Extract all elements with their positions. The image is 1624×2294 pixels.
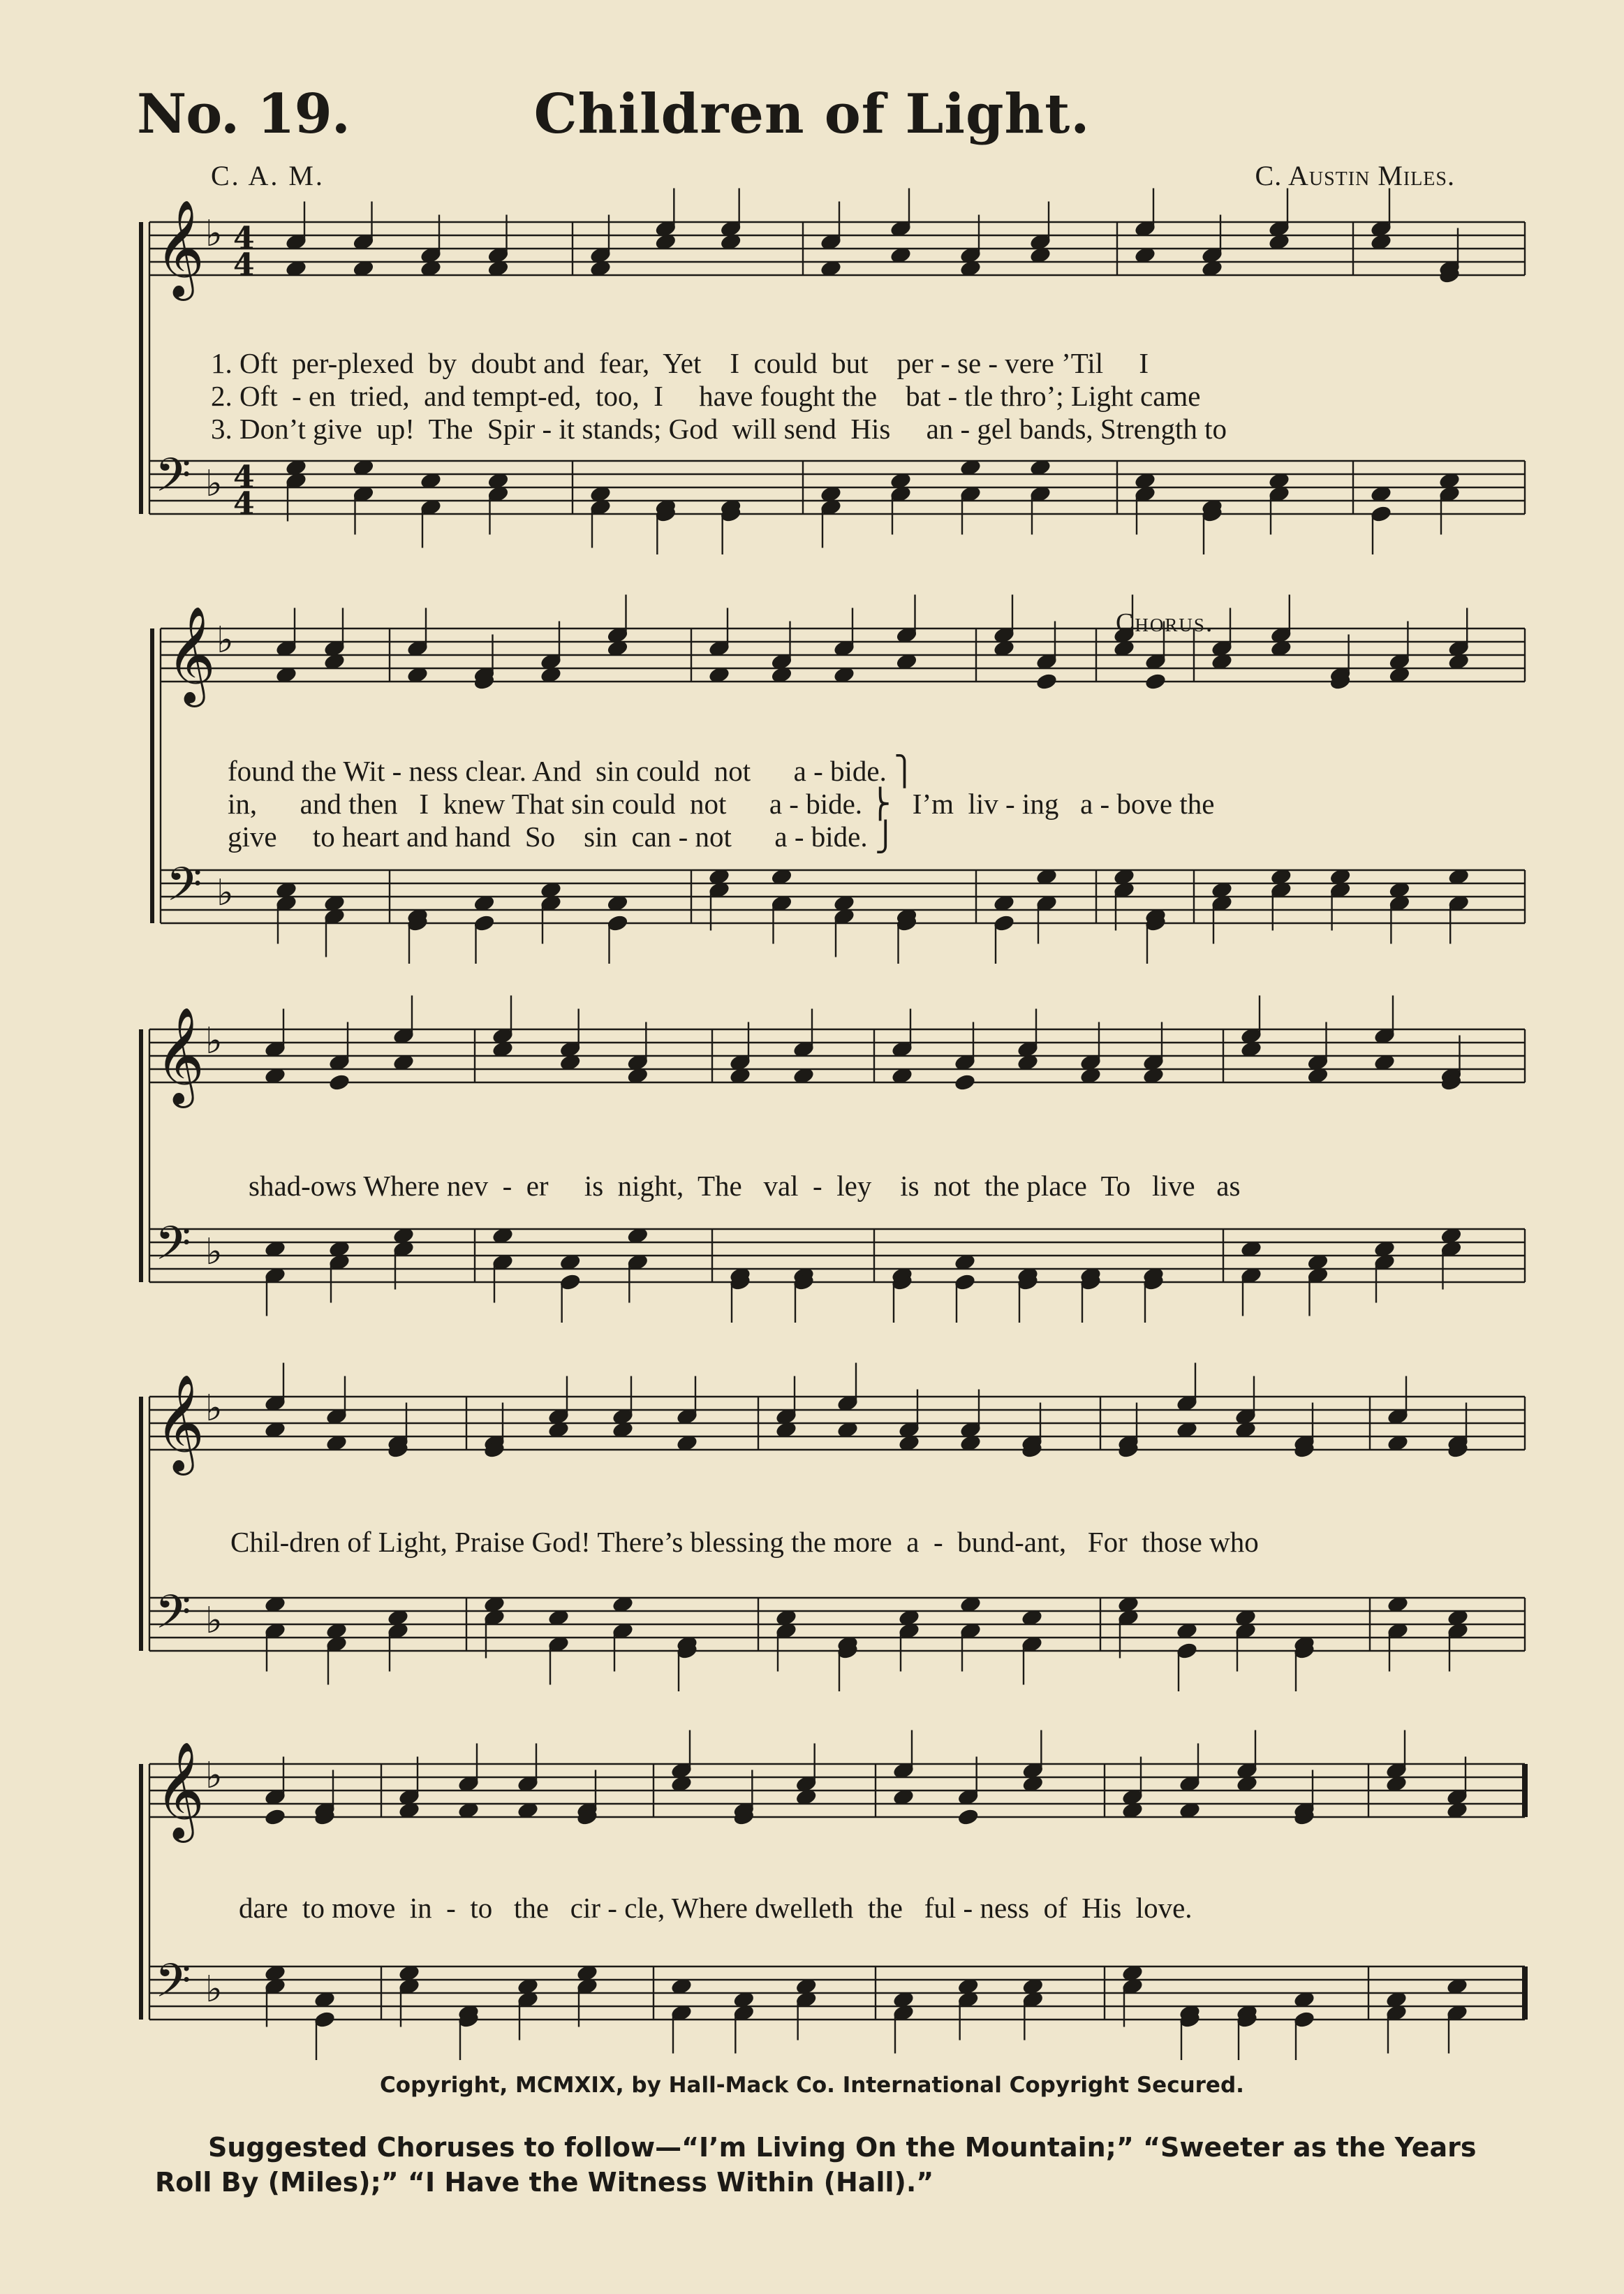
svg-text:♭: ♭ (216, 872, 234, 914)
svg-text:𝄢: 𝄢 (155, 1954, 191, 2019)
svg-text:𝄢: 𝄢 (155, 1585, 191, 1650)
hymn-number: No. 19. (137, 82, 350, 146)
svg-text:4: 4 (233, 486, 255, 522)
svg-text:𝄞: 𝄞 (155, 1742, 205, 1839)
svg-text:♭: ♭ (205, 213, 223, 255)
copyright-notice: Copyright, MCMXIX, by Hall-Mack Co. International Copyright Secured. (380, 2073, 1244, 2098)
lyric-line-s1-v3: 3. Don’t give up! The Spir - it stands; God will send His an - gel bands, Strength to (211, 413, 1227, 445)
svg-text:4: 4 (233, 221, 255, 256)
lyric-line-s4: Chil-dren of Light, Praise God! There’s blessing the more a - bund-ant, For those who (230, 1526, 1259, 1558)
svg-text:♭: ♭ (205, 1231, 223, 1273)
lyric-line-s1-v2: 2. Oft - en tried, and tempt-ed, too, I have fought the bat - tle thro’; Light came (211, 380, 1201, 412)
hymn-title: Children of Light. (533, 82, 1091, 146)
svg-text:♭: ♭ (205, 1020, 223, 1062)
suggested-choruses-text: Suggested Choruses to follow—“I’m Living On the Mountain;” “Sweeter as the Years Roll By (Miles);” “I Have the Witness Within (Hall).” (155, 2132, 1477, 2198)
svg-text:𝄢: 𝄢 (155, 1216, 191, 1281)
lyric-line-s2-v3: give to heart and hand So sin can - not a - bide. ⎭ (228, 821, 896, 853)
lyric-line-s5: dare to move in - to the cir - cle, Where dwelleth the ful - ness of His love. (239, 1892, 1193, 1924)
svg-text:♭: ♭ (205, 1969, 223, 2010)
suggested-choruses (155, 2130, 1523, 2200)
svg-text:𝄢: 𝄢 (166, 858, 202, 922)
svg-text:𝄞: 𝄞 (166, 606, 216, 703)
svg-text:𝄞: 𝄞 (155, 200, 205, 297)
svg-text:♭: ♭ (216, 619, 234, 661)
svg-text:𝄢: 𝄢 (155, 448, 191, 513)
svg-text:𝄞: 𝄞 (155, 1007, 205, 1104)
music-credit: C. Austin Miles. (1255, 160, 1455, 191)
svg-text:♭: ♭ (205, 1600, 223, 1642)
lyric-line-s3: shad-ows Where nev - er is night, The val - ley is not the place To live as (249, 1170, 1241, 1202)
svg-text:4: 4 (233, 247, 255, 283)
words-credit: C. A. M. (211, 160, 325, 191)
chorus-label: Chorus. (1116, 608, 1214, 638)
svg-text:♭: ♭ (205, 1388, 223, 1429)
svg-text:♭: ♭ (205, 463, 223, 505)
svg-text:♭: ♭ (205, 1755, 223, 1797)
lyric-line-s1-v1: 1. Oft per-plexed by doubt and fear, Yet I could but per - se - vere ’Til I (211, 347, 1149, 379)
lyric-line-s2-v1: found the Wit - ness clear. And sin could not a - bide. ⎫ (228, 755, 915, 787)
svg-text:4: 4 (233, 459, 255, 495)
lyric-line-s2-v2: in, and then I knew That sin could not a - bide. ⎬ I’m liv - ing a - bove the (228, 788, 1215, 820)
svg-text:𝄞: 𝄞 (155, 1374, 205, 1471)
